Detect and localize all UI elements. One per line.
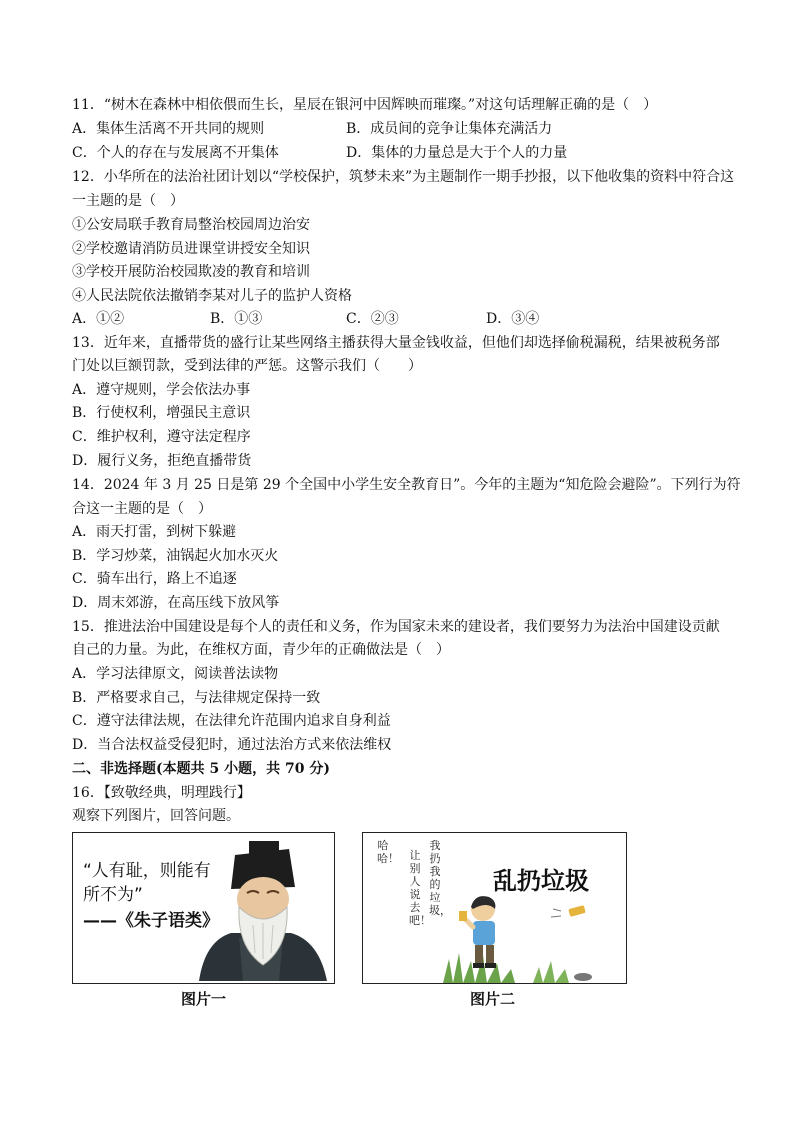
q16-prompt: 观察下列图片，回答问题。 (72, 808, 240, 824)
section-heading: 二、非选择题(本题共 5 小题，共 70 分) (72, 761, 330, 777)
q13-stem-line2: 门处以巨额罚款，受到法律的严惩。这警示我们（ ） (72, 358, 422, 374)
q12-option-c: C．②③ (346, 311, 399, 327)
figure-two-text-haha: 哈哈！ (377, 839, 399, 865)
q14-option-b: B．学习炒菜，油锅起火加水灭火 (72, 548, 279, 564)
figure-one-quote-line2: 所不为” (83, 885, 143, 905)
q14-stem-line1: 14．2024 年 3 月 25 日是第 29 个全国中小学生安全教育日”。今年的主题为“知危险会避险”。下列行为符 (72, 477, 741, 493)
q12-stem-line2: 一主题的是（ ） (72, 193, 184, 209)
q12-item-4: ④人民法院依法撤销李某对儿子的监护人资格 (72, 288, 352, 304)
figure-one (72, 832, 335, 984)
q15-option-c: C．遵守法律法规，在法律允许范围内追求自身利益 (72, 713, 391, 729)
zhu-xi-portrait (191, 837, 331, 981)
q11-option-c: C．个人的存在与发展离不开集体 (72, 145, 279, 161)
q16-title: 16．【致敬经典，明理践行】 (72, 785, 251, 801)
figure-two-caption: 图片二 (470, 990, 516, 1008)
q12-item-2: ②学校邀请消防员进课堂讲授安全知识 (72, 241, 310, 257)
q13-option-b: B．行使权利，增强民主意识 (72, 405, 251, 421)
q12-item-1: ①公安局联手教育局整治校园周边治安 (72, 217, 310, 233)
q11-option-b: B．成员间的竞争让集体充满活力 (346, 121, 553, 137)
q14-option-c: C．骑车出行，路上不追逐 (72, 571, 237, 587)
q12-option-a: A．①② (72, 311, 125, 327)
q13-stem-line1: 13．近年来，直播带货的盛行让某些网络主播获得大量金钱收益，但他们却选择偷税漏税，结果被税务部 (72, 335, 720, 351)
figure-two-title: 乱扔垃圾 (493, 866, 589, 895)
q14-option-a: A．雨天打雷，到树下躲避 (72, 524, 237, 540)
q11-stem: 11．“树木在森林中相依偎而生长，星辰在银河中因辉映而璀璨。”对这句话理解正确的是（ ） (72, 97, 658, 113)
q15-option-a: A．学习法律原文，阅读普法读物 (72, 666, 279, 682)
q15-stem-line1: 15．推进法治中国建设是每个人的责任和义务，作为国家未来的建设者，我们要努力为法治中国建设贡献 (72, 619, 720, 635)
q11-option-a: A．集体生活离不开共同的规则 (72, 121, 265, 137)
q11-option-d: D．集体的力量总是大于个人的力量 (346, 145, 568, 161)
figure-two (362, 832, 627, 984)
figure-one-quote-source: ——《朱子语类》 (83, 911, 219, 931)
q14-option-d: D．周末郊游，在高压线下放风筝 (72, 595, 280, 611)
littering-boy-illustration (443, 889, 623, 983)
q13-option-c: C．维护权利，遵守法定程序 (72, 429, 251, 445)
figure-two-text-wo: 我扔我的垃圾， (429, 839, 451, 917)
q12-option-d: D．③④ (486, 311, 540, 327)
figure-one-quote-line1: “人有耻，则能有 (83, 861, 211, 881)
q15-option-d: D．当合法权益受侵犯时，通过法治方式来依法维权 (72, 737, 392, 753)
q14-stem-line2: 合这一主题的是（ ） (72, 501, 212, 517)
q12-item-3: ③学校开展防治校园欺凌的教育和培训 (72, 264, 310, 280)
q12-option-b: B．①③ (210, 311, 263, 327)
q13-option-d: D．履行义务，拒绝直播带货 (72, 453, 252, 469)
figure-one-caption: 图片一 (181, 990, 227, 1008)
q15-option-b: B．严格要求自己，与法律规定保持一致 (72, 690, 321, 706)
q13-option-a: A．遵守规则，学会依法办事 (72, 382, 251, 398)
q12-stem-line1: 12．小华所在的法治社团计划以“学校保护，筑梦未来”为主题制作一期手抄报，以下他收集的资料中符合这 (72, 169, 735, 185)
q15-stem-line2: 自己的力量。为此，在维权方面，青少年的正确做法是（ ） (72, 642, 450, 658)
figure-two-text-rang: 让别人说去吧！ (409, 849, 431, 927)
